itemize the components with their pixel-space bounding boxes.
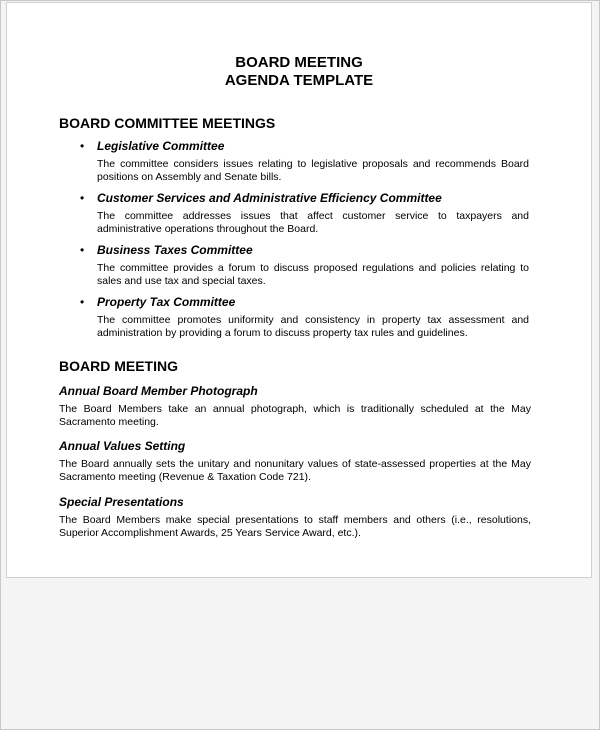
committee-name: Customer Services and Administrative Efficiency Committee — [97, 191, 442, 205]
bullet-marker: • — [80, 295, 85, 309]
committee-description: The committee promotes uniformity and consistency in property tax assessment and administration by providing a forum to discuss property tax rules and guidelines. — [97, 314, 529, 339]
board-item-name: Special Presentations — [59, 495, 184, 509]
committee-section-heading: BOARD COMMITTEE MEETINGS — [59, 115, 276, 131]
document-page — [6, 2, 592, 578]
committee-name: Business Taxes Committee — [97, 243, 253, 257]
board-meeting-section-heading: BOARD MEETING — [59, 358, 178, 374]
committee-description: The committee provides a forum to discuss proposed regulations and policies relating to sales and use tax and special taxes. — [97, 262, 529, 287]
committee-description: The committee considers issues relating to legislative proposals and recommends Board positions on Assembly and Senate bills. — [97, 158, 529, 183]
board-item-special-presentations — [59, 495, 531, 539]
board-item-name: Annual Values Setting — [59, 439, 186, 453]
bullet-marker: • — [80, 243, 85, 257]
board-item-name: Annual Board Member Photograph — [59, 384, 258, 398]
committee-description: The committee addresses issues that affect customer service to taxpayers and administrative operations throughout the Board. — [97, 210, 529, 235]
bullet-marker: • — [80, 191, 85, 205]
board-item-annual-values — [59, 439, 531, 483]
board-item-description: The Board Members make special presentations to staff members and others (i.e., resolutions, Superior Accomplishment Awards, 25 Years Service Award, etc.). — [59, 514, 531, 539]
board-item-description: The Board Members take an annual photograph, which is traditionally scheduled at the May Sacramento meeting. — [59, 403, 531, 428]
board-item-description: The Board annually sets the unitary and nonunitary values of state-assessed properties at the May Sacramento meeting (Revenue & Taxation Code 721). — [59, 458, 531, 483]
document-title-line-1: BOARD MEETING — [235, 54, 363, 71]
committee-name: Property Tax Committee — [97, 295, 236, 309]
bullet-marker: • — [80, 139, 85, 153]
committee-name: Legislative Committee — [97, 139, 225, 153]
board-item-annual-photograph — [59, 384, 531, 428]
document-title-line-2: AGENDA TEMPLATE — [224, 72, 374, 89]
